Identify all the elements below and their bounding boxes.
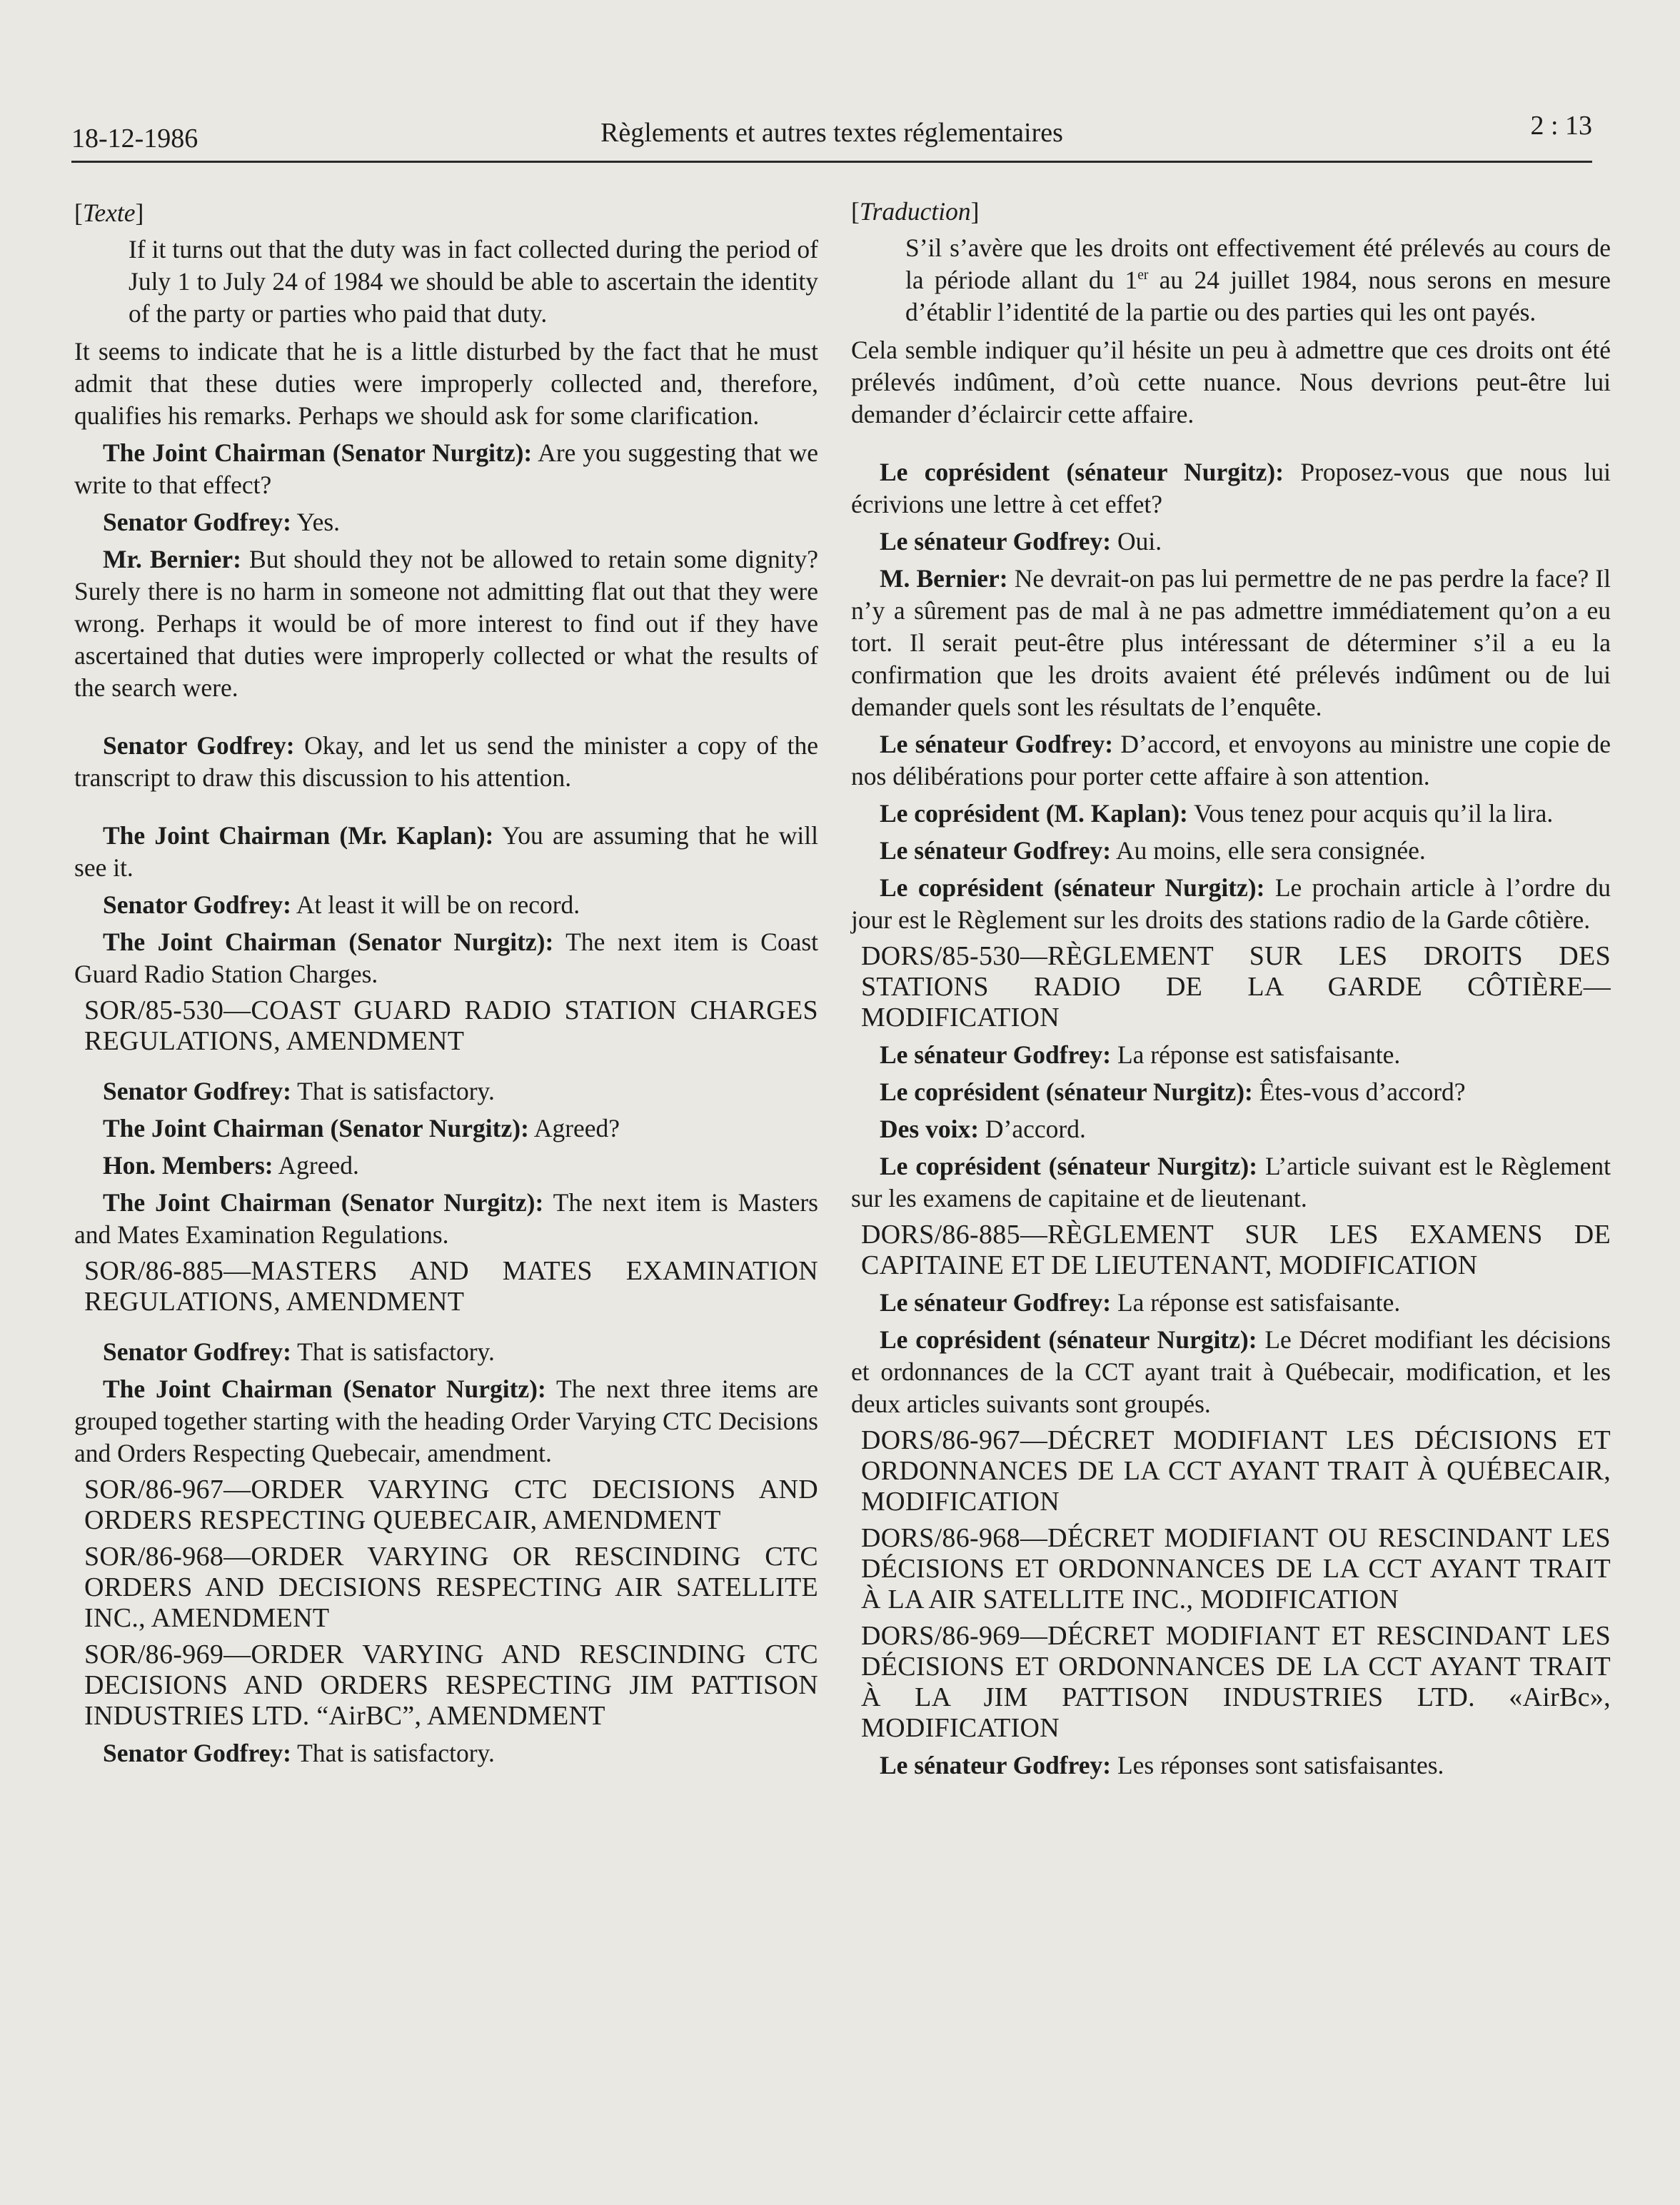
speaker: Le coprésident (sénateur Nurgitz): xyxy=(880,458,1284,486)
speaker: The Joint Chairman (Senator Nurgitz): xyxy=(103,1114,529,1142)
speaker: Senator Godfrey: xyxy=(103,508,291,536)
speech: Le sénateur Godfrey: Oui. xyxy=(880,527,1162,556)
header-date: 18-12-1986 xyxy=(71,124,198,154)
speech: Le sénateur Godfrey: Au moins, elle sera consignée. xyxy=(880,836,1426,865)
section-heading: SOR/85-530—COAST GUARD RADIO STATION CHARGES REGULATIONS, AMENDMENT xyxy=(84,995,818,1056)
speech: Le coprésident (sénateur Nurgitz): L’article suivant est le Règlement sur les examens de capitaine et de lieutenant. xyxy=(851,1152,1611,1212)
french-column xyxy=(851,197,1611,1787)
speech: Hon. Members: Agreed. xyxy=(103,1151,359,1180)
speaker: The Joint Chairman (Senator Nurgitz): xyxy=(103,1188,544,1217)
speaker: The Joint Chairman (Mr. Kaplan): xyxy=(103,821,494,850)
header-page-number: 2 : 13 xyxy=(1530,111,1592,141)
speaker: Senator Godfrey: xyxy=(103,890,291,919)
english-column xyxy=(74,197,818,1774)
speaker: Le coprésident (M. Kaplan): xyxy=(880,799,1188,828)
speech: Senator Godfrey: Yes. xyxy=(103,508,341,536)
speech: Senator Godfrey: That is satisfactory. xyxy=(103,1739,495,1767)
speech: Le coprésident (sénateur Nurgitz): Le Décret modifiant les décisions et ordonnances de la CCT ayant trait à Québecair, modification, et les deux articles suivants sont groupés. xyxy=(851,1325,1611,1418)
speech: Le sénateur Godfrey: La réponse est satisfaisante. xyxy=(880,1288,1401,1317)
speaker: Le sénateur Godfrey: xyxy=(880,1288,1112,1317)
speech: Le sénateur Godfrey: D’accord, et envoyons au ministre une copie de nos délibérations pour porter cette affaire à son attention. xyxy=(851,730,1611,790)
section-heading: DORS/86-967—DÉCRET MODIFIANT LES DÉCISIONS ET ORDONNANCES DE LA CCT AYANT TRAIT À QUÉBECAIR, MODIFICATION xyxy=(861,1425,1611,1517)
speaker: Le coprésident (sénateur Nurgitz): xyxy=(880,1325,1257,1354)
speech: Des voix: D’accord. xyxy=(880,1115,1086,1143)
quoted-passage: S’il s’avère que les droits ont effectivement été prélevés au cours de la période allant du 1er au 24 juillet 1984, nous serons en mesure d’établir l’identité de la partie ou des parties qui les ont payés. xyxy=(905,233,1611,326)
speech: The Joint Chairman (Senator Nurgitz): The next item is Masters and Mates Examination Regulations. xyxy=(74,1188,818,1249)
speaker: The Joint Chairman (Senator Nurgitz): xyxy=(103,438,533,467)
texte-label: [Texte] xyxy=(74,199,144,227)
header-rule xyxy=(71,161,1592,163)
quoted-passage: If it turns out that the duty was in fact collected during the period of July 1 to July 24 of 1984 we should be able to ascertain the identity of the party or parties who paid that duty. xyxy=(129,235,818,328)
speaker: Le coprésident (sénateur Nurgitz): xyxy=(880,873,1265,902)
section-heading: SOR/86-968—ORDER VARYING OR RESCINDING CTC ORDERS AND DECISIONS RESPECTING AIR SATELLITE INC., AMENDMENT xyxy=(84,1542,818,1633)
speaker: Senator Godfrey: xyxy=(103,1077,291,1105)
speech: The Joint Chairman (Senator Nurgitz): Agreed? xyxy=(103,1114,620,1142)
speaker: Hon. Members: xyxy=(103,1151,273,1180)
speech: Le sénateur Godfrey: La réponse est satisfaisante. xyxy=(880,1040,1401,1069)
speech: The Joint Chairman (Mr. Kaplan): You are assuming that he will see it. xyxy=(74,821,819,882)
speech: Le coprésident (M. Kaplan): Vous tenez pour acquis qu’il la lira. xyxy=(880,799,1554,828)
speech: Senator Godfrey: That is satisfactory. xyxy=(103,1077,495,1105)
header-title: Règlements et autres textes réglementaires xyxy=(600,118,1063,148)
paragraph: Cela semble indiquer qu’il hésite un peu à admettre que ces droits ont été prélevés indûment, d’où cette nuance. Nous devrions peut-être lui demander d’éclaircir cette affaire. xyxy=(851,336,1611,428)
speech: Le sénateur Godfrey: Les réponses sont satisfaisantes. xyxy=(880,1751,1444,1779)
speaker: Mr. Bernier: xyxy=(103,545,242,573)
section-heading: SOR/86-885—MASTERS AND MATES EXAMINATION REGULATIONS, AMENDMENT xyxy=(84,1256,818,1317)
speaker: The Joint Chairman (Senator Nurgitz): xyxy=(103,928,554,956)
section-heading: DORS/86-969—DÉCRET MODIFIANT ET RESCINDANT LES DÉCISIONS ET ORDONNANCES DE LA CCT AYANT TRAIT À LA JIM PATTISON INDUSTRIES LTD. «AirBc», MODIFICATION xyxy=(861,1621,1611,1743)
speaker: Le sénateur Godfrey: xyxy=(880,1040,1112,1069)
speech: The Joint Chairman (Senator Nurgitz): The next three items are grouped together starting with the heading Order Varying CTC Decisions and Orders Respecting Quebecair, amendment. xyxy=(74,1375,818,1467)
speaker: Le sénateur Godfrey: xyxy=(880,730,1114,758)
speech: The Joint Chairman (Senator Nurgitz): The next item is Coast Guard Radio Station Charges. xyxy=(74,928,818,988)
speaker: Senator Godfrey: xyxy=(103,1337,291,1366)
section-heading: SOR/86-967—ORDER VARYING CTC DECISIONS AND ORDERS RESPECTING QUEBECAIR, AMENDMENT xyxy=(84,1475,818,1535)
speech: Le coprésident (sénateur Nurgitz): Proposez-vous que nous lui écrivions une lettre à cet effet? xyxy=(851,458,1611,518)
speech: Mr. Bernier: But should they not be allowed to retain some dignity? Surely there is no harm in someone not admitting flat out that they were wrong. Perhaps it would be of more interest to find out if they have ascertained that duties were improperly collected or what the results of the search were. xyxy=(74,545,818,702)
speaker: Senator Godfrey: xyxy=(103,1739,291,1767)
speaker: The Joint Chairman (Senator Nurgitz): xyxy=(103,1375,546,1403)
speech: Le coprésident (sénateur Nurgitz): Êtes-vous d’accord? xyxy=(880,1078,1466,1106)
speech: The Joint Chairman (Senator Nurgitz): Are you suggesting that we write to that effect? xyxy=(74,438,818,499)
speaker: Le sénateur Godfrey: xyxy=(880,527,1112,556)
traduction-label: [Traduction] xyxy=(851,197,980,226)
paragraph: It seems to indicate that he is a little disturbed by the fact that he must admit that these duties were improperly collected and, therefore, qualifies his remarks. Perhaps we should ask for some clarification. xyxy=(74,337,818,430)
section-heading: SOR/86-969—ORDER VARYING AND RESCINDING CTC DECISIONS AND ORDERS RESPECTING JIM PATTISON INDUSTRIES LTD. “AirBC”, AMENDMENT xyxy=(84,1639,818,1731)
page-header xyxy=(71,107,1592,163)
speech: Senator Godfrey: That is satisfactory. xyxy=(103,1337,495,1366)
speaker: Des voix: xyxy=(880,1115,980,1143)
speaker: Le coprésident (sénateur Nurgitz): xyxy=(880,1152,1258,1180)
speaker: Le sénateur Godfrey: xyxy=(880,1751,1112,1779)
section-heading: DORS/85-530—RÈGLEMENT SUR LES DROITS DES STATIONS RADIO DE LA GARDE CÔTIÈRE—MODIFICATION xyxy=(861,941,1611,1033)
speech: Le coprésident (sénateur Nurgitz): Le prochain article à l’ordre du jour est le Règlement sur les droits des stations radio de la Garde côtière. xyxy=(851,873,1611,934)
speech: Senator Godfrey: Okay, and let us send the minister a copy of the transcript to draw this discussion to his attention. xyxy=(74,731,818,792)
section-heading: DORS/86-885—RÈGLEMENT SUR LES EXAMENS DE CAPITAINE ET DE LIEUTENANT, MODIFICATION xyxy=(861,1220,1611,1280)
section-heading: DORS/86-968—DÉCRET MODIFIANT OU RESCINDANT LES DÉCISIONS ET ORDONNANCES DE LA CCT AYANT TRAIT À LA AIR SATELLITE INC., MODIFICATION xyxy=(861,1523,1611,1614)
speaker: Senator Godfrey: xyxy=(103,731,295,760)
speaker: Le sénateur Godfrey: xyxy=(880,836,1112,865)
speech: M. Bernier: Ne devrait-on pas lui permettre de ne pas perdre la face? Il n’y a sûrement pas de mal à ne pas admettre immédiatement qu’on a eu tort. Il serait peut-être plus intéressant de déterminer s’il a eu la confirmation que les droits avaient été prélevés indûment ou de lui demander quels sont les résultats de l’enquête. xyxy=(851,564,1611,721)
speaker: Le coprésident (sénateur Nurgitz): xyxy=(880,1078,1253,1106)
speech: Senator Godfrey: At least it will be on record. xyxy=(103,890,580,919)
speaker: M. Bernier: xyxy=(880,564,1008,593)
